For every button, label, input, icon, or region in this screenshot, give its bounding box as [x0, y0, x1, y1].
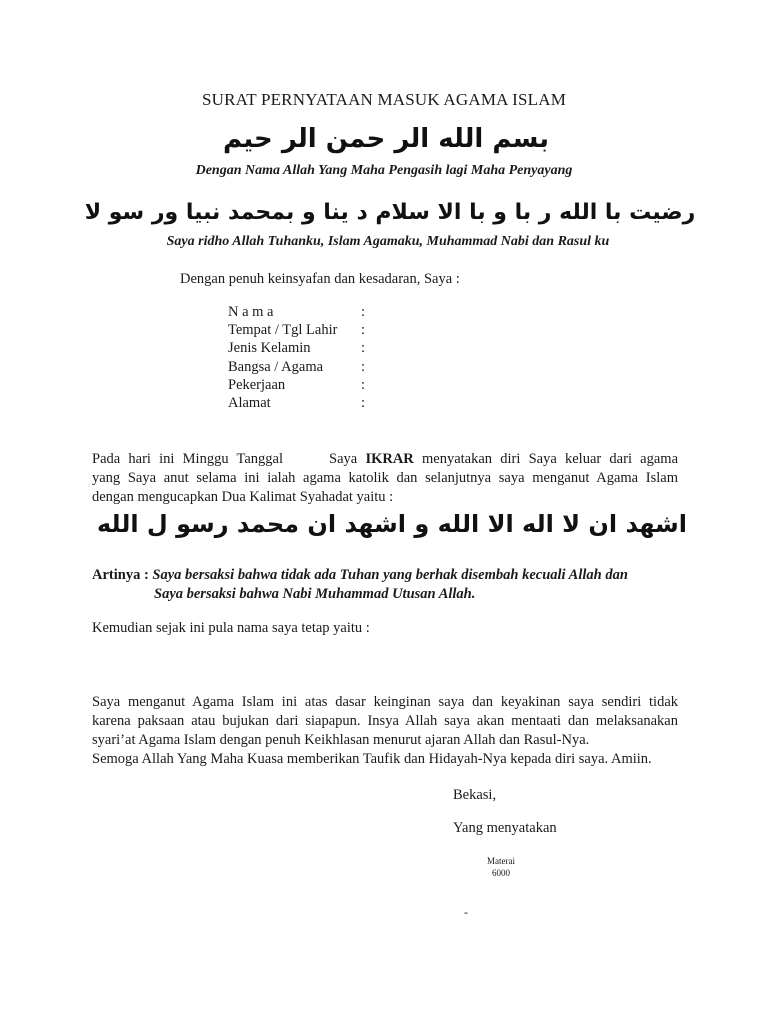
- declaration-line-4: Semoga Allah Yang Maha Kuasa memberikan Taufik dan Hidayah-Nya kepada diri saya. Amiin.: [92, 751, 652, 767]
- ridho-translation: Saya ridho Allah Tuhanku, Islam Agamaku, Muhammad Nabi dan Rasul ku: [166, 234, 610, 249]
- field-label: Tempat / Tgl Lahir: [228, 322, 338, 339]
- declaration-line-3: syari’at Agama Islam dengan penuh Keikhlasan menurut ajaran Allah dan Rasul-Nya.: [92, 732, 590, 748]
- ikrar-keyword: IKRAR: [365, 451, 414, 467]
- field-label: Bangsa / Agama: [228, 358, 324, 375]
- syahadat-arabic: اشهد ان لا اله الا الله و اشهد ان محمد رسو ل الله: [96, 510, 687, 538]
- intro-text: Dengan penuh keinsyafan dan kesadaran, Saya :: [180, 271, 460, 287]
- closing-place: Bekasi,: [453, 787, 497, 803]
- identity-fields: [228, 303, 365, 412]
- ikrar-saya-text: Saya: [329, 451, 358, 467]
- materai-text: Materai: [487, 856, 515, 866]
- field-label: Pekerjaan: [228, 376, 286, 393]
- ikrar-statement-text: menyatakan diri Saya keluar dari agama: [422, 451, 679, 467]
- field-colon: :: [361, 376, 366, 393]
- field-row-tempat-tgl-lahir: [228, 321, 365, 339]
- field-label: N a m a: [228, 304, 274, 320]
- new-name-statement: Kemudian sejak ini pula nama saya tetap yaitu :: [92, 620, 370, 636]
- ikrar-line-3: dengan mengucapkan Dua Kalimat Syahadat yaitu :: [92, 489, 394, 505]
- field-label: Jenis Kelamin: [228, 340, 311, 357]
- declaration-line-2: karena paksaan atau bujukan dari siapapun. Insya Allah saya akan mentaati dan melaksanakan: [92, 713, 678, 729]
- field-row-pekerjaan: [228, 376, 365, 394]
- declaration-line-1: Saya menganut Agama Islam ini atas dasar keinginan saya dan keyakinan saya sendiri tidak: [92, 694, 678, 710]
- field-colon: :: [361, 358, 366, 375]
- declaration-paragraph: [92, 693, 678, 769]
- artinya-block: [92, 566, 628, 604]
- closing-signer: Yang menyatakan: [453, 820, 557, 836]
- ikrar-line-1: [92, 450, 678, 469]
- ikrar-paragraph: [92, 450, 678, 507]
- field-row-jenis-kelamin: [228, 339, 365, 357]
- basmalah-translation: Dengan Nama Allah Yang Maha Pengasih lagi Maha Penyayang: [195, 163, 573, 178]
- signature-dash: -: [464, 905, 468, 919]
- field-colon: :: [361, 322, 366, 339]
- ikrar-day-text: Pada hari ini Minggu Tanggal: [92, 451, 284, 467]
- basmalah-arabic: بسم الله الر حمن الر حيم: [223, 124, 549, 154]
- field-label: Alamat: [228, 394, 271, 411]
- artinya-line-1: Saya bersaksi bahwa tidak ada Tuhan yang berhak disembah kecuali Allah dan: [152, 567, 628, 583]
- field-colon: :: [361, 394, 366, 411]
- field-row-bangsa-agama: [228, 358, 365, 376]
- field-row-nama: [228, 303, 365, 321]
- field-colon: :: [361, 304, 366, 320]
- document-title: SURAT PERNYATAAN MASUK AGAMA ISLAM: [201, 90, 567, 109]
- field-colon: :: [361, 340, 366, 357]
- ikrar-line-2: yang Saya anut selama ini ialah agama katolik dan selanjutnya saya menganut Agama Islam: [92, 470, 678, 486]
- materai-value: 6000: [491, 868, 510, 878]
- materai-stamp-label: [487, 855, 515, 879]
- artinya-label: Artinya :: [92, 567, 149, 583]
- ridho-arabic: رضيت با الله ر با و با الا سلام د ينا و بمحمد نبيا ور سو لا: [84, 200, 696, 225]
- artinya-line-2: Saya bersaksi bahwa Nabi Muhammad Utusan Allah.: [154, 586, 476, 602]
- field-row-alamat: [228, 394, 365, 412]
